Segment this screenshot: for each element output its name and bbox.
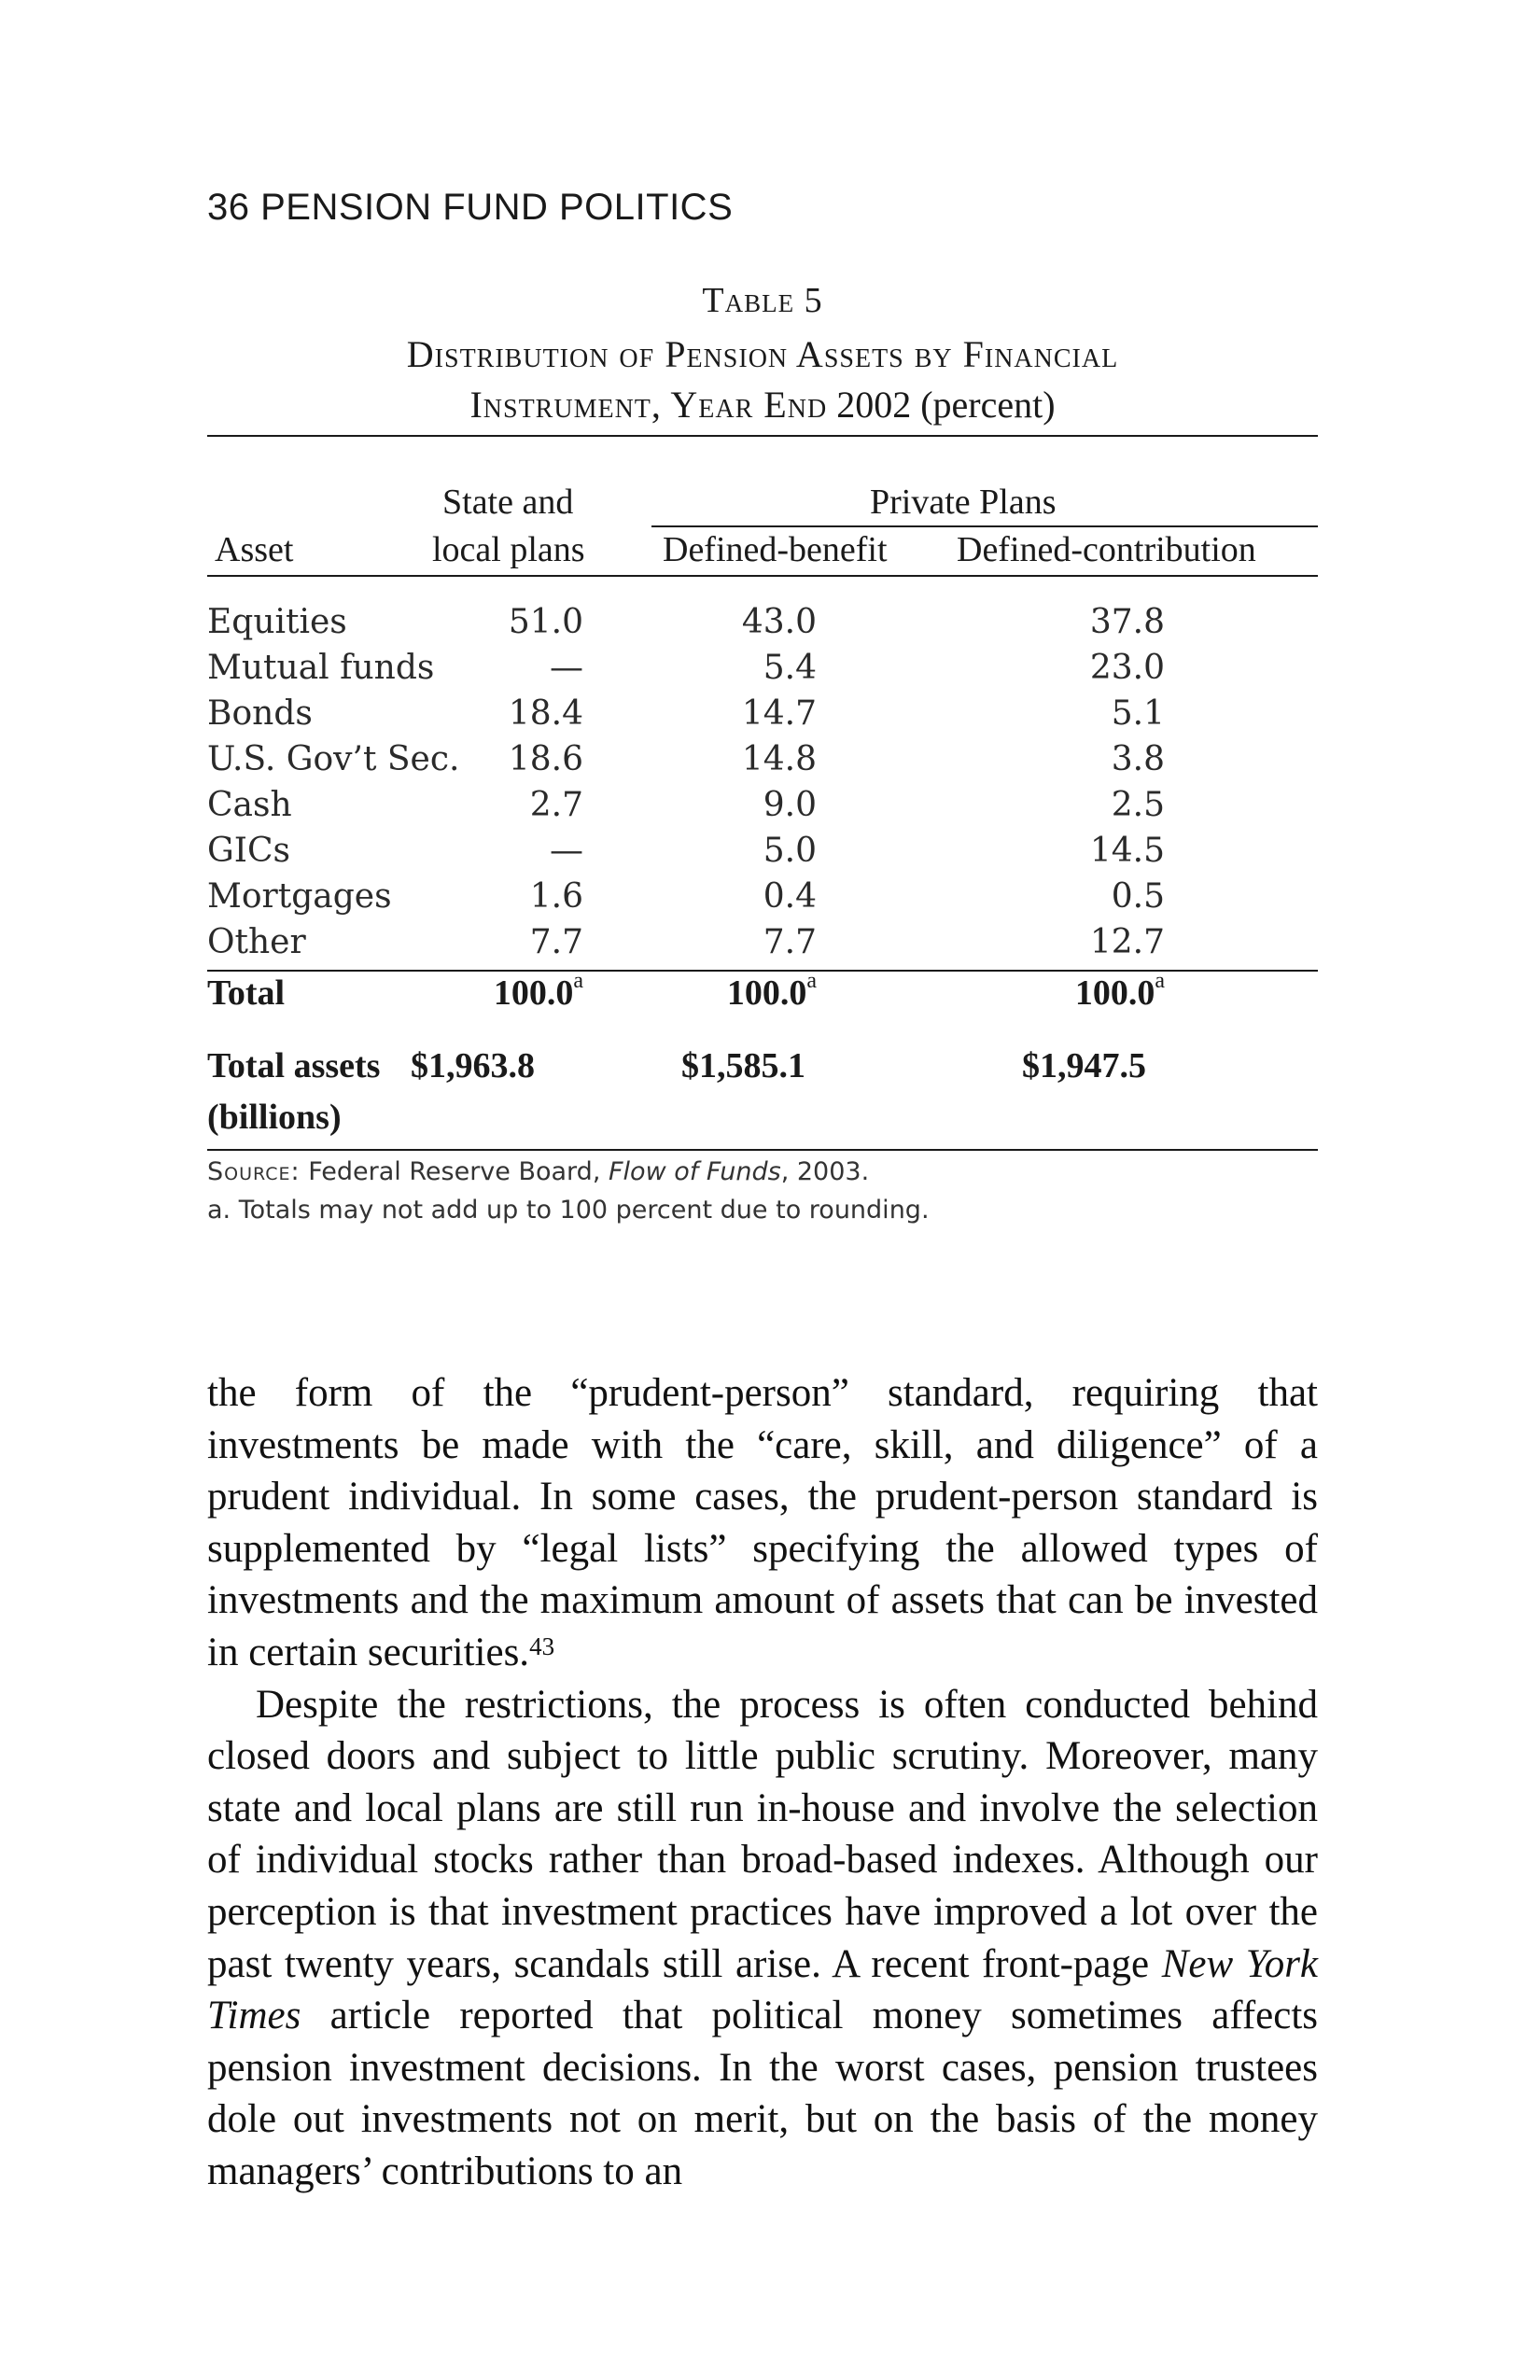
cell-db: 7.7 [763, 923, 817, 961]
paragraph-2-text-b: article reported that political money sometimes affects pension investment decisions. In the worst cases, pension trustees dole out investments not on merit, but on the basis of the money managers’ contributions to an [207, 1994, 1318, 2193]
source-year: , 2003. [780, 1157, 870, 1186]
table-source [207, 1157, 869, 1186]
cell-dc: 3.8 [1111, 740, 1165, 778]
table-top-rule [207, 435, 1318, 437]
source-title: Flow of Funds [609, 1157, 781, 1186]
cell-db: 9.0 [763, 786, 817, 824]
col-header-state-line1: State and [442, 483, 574, 522]
cell-state: 1.6 [529, 877, 583, 916]
row-label: GICs [207, 832, 290, 870]
col-header-defined-benefit: Defined-benefit [663, 530, 888, 569]
source-label: Source: [207, 1157, 301, 1186]
row-label: Other [207, 923, 306, 961]
note-reference: 43 [529, 1631, 555, 1660]
source-text: Federal Reserve Board, [308, 1157, 601, 1186]
total-value: 100.0 [493, 973, 574, 1013]
total-assets-unit: (billions) [207, 1098, 342, 1137]
private-plans-rule [651, 525, 1318, 527]
total-db [653, 969, 817, 1014]
cell-dc: 23.0 [1089, 649, 1165, 687]
table-title-line-2 [207, 383, 1318, 427]
running-title: PENSION FUND POLITICS [260, 187, 734, 228]
total-footnote-marker: a [1155, 969, 1165, 993]
total-footnote-marker: a [806, 969, 817, 993]
cell-state: 2.7 [529, 786, 583, 824]
table-bottom-rule [207, 1149, 1318, 1151]
total-assets-state: $1,963.8 [411, 1046, 535, 1085]
col-header-defined-contribution: Defined-contribution [957, 530, 1256, 569]
total-value: 100.0 [726, 973, 807, 1013]
cell-dc: 12.7 [1089, 923, 1165, 961]
running-head [207, 187, 733, 229]
total-assets-label: Total assets [207, 1046, 381, 1085]
total-assets-db: $1,585.1 [681, 1046, 805, 1085]
body-text [207, 1367, 1318, 2198]
cell-state: — [550, 649, 583, 687]
col-header-asset: Asset [215, 530, 294, 569]
page-number: 36 [207, 187, 250, 228]
total-footnote-marker: a [573, 969, 583, 993]
cell-state: 51.0 [508, 603, 583, 641]
cell-state: 18.4 [508, 694, 583, 733]
paragraph-2 [207, 1679, 1318, 2198]
table-title-line-1: Distribution of Pension Assets by Financial [406, 333, 1119, 375]
newspaper-title: New York Times [207, 1941, 1319, 2038]
row-label: Bonds [207, 694, 313, 733]
row-label: U.S. Gov’t Sec. [207, 740, 460, 778]
paragraph-1-text: the form of the “prudent-person” standard, requiring that investments be made with the “care, skill, and diligence” of a prudent individual. In some cases, the prudent-person standard is supplemented by “legal lists” specifying the allowed types of investments and the maximum amount of assets that can be invested in certain securities. [207, 1371, 1318, 1674]
cell-dc: 5.1 [1111, 694, 1165, 733]
total-state [434, 969, 583, 1014]
cell-dc: 0.5 [1111, 877, 1165, 916]
cell-state: — [550, 832, 583, 870]
cell-db: 43.0 [741, 603, 817, 641]
cell-db: 14.8 [741, 740, 817, 778]
col-header-state-line2: local plans [432, 530, 585, 569]
cell-db: 14.7 [741, 694, 817, 733]
cell-state: 18.6 [508, 740, 583, 778]
total-rule [207, 970, 1318, 972]
cell-dc: 2.5 [1111, 786, 1165, 824]
cell-db: 5.4 [763, 649, 817, 687]
cell-db: 0.4 [763, 877, 817, 916]
row-label: Equities [207, 603, 347, 641]
total-dc [933, 969, 1165, 1014]
paragraph-1 [207, 1367, 1318, 1679]
cell-dc: 14.5 [1089, 832, 1165, 870]
total-assets-dc: $1,947.5 [1022, 1046, 1146, 1085]
table-title-rest: 2002 (percent) [836, 384, 1056, 426]
total-label: Total [207, 973, 286, 1013]
header-bottom-rule [207, 575, 1318, 577]
paragraph-2-text-a: Despite the restrictions, the process is often conducted behind closed doors and subject to little public scrutiny. Moreover, many state and local plans are still run in-house and involve the selection of individual stocks rather than broad-based indexes. Although our perception is that investment practices have improved a lot over the past twenty years, scandals still arise. A recent front-page [207, 1682, 1318, 1986]
row-label: Cash [207, 786, 292, 824]
cell-state: 7.7 [529, 923, 583, 961]
table-number: Table 5 [702, 281, 823, 320]
table-title-smallcaps: Instrument, Year End [469, 384, 828, 426]
row-label: Mutual funds [207, 649, 435, 687]
total-value: 100.0 [1074, 973, 1155, 1013]
cell-db: 5.0 [763, 832, 817, 870]
row-label: Mortgages [207, 877, 392, 916]
table-footnote: a. Totals may not add up to 100 percent due to rounding. [207, 1196, 930, 1225]
cell-dc: 37.8 [1089, 603, 1165, 641]
col-group-private-plans: Private Plans [870, 483, 1057, 522]
